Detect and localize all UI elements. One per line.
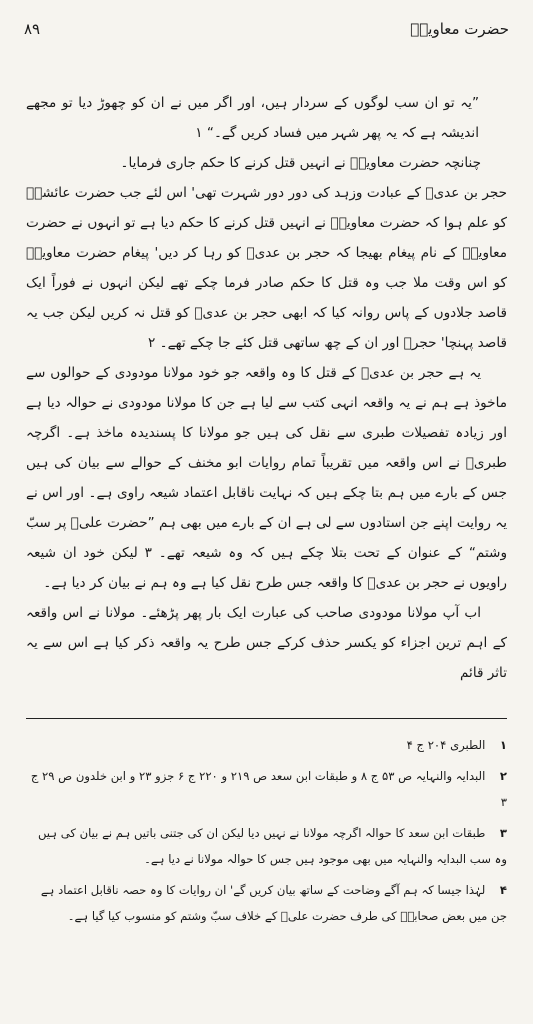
footnote xyxy=(26,877,507,929)
footnote xyxy=(26,820,507,872)
page-number: ۸۹ xyxy=(24,20,41,38)
footnote-text: البدایہ والنہایہ ص ۵۳ ج ۸ و طبقات ابن سعد ص ۲۱۹ و ۲۲۰ ج ۶ جزو ۲۳ و ابن خلدون ص ۲۹ ج ۳ xyxy=(30,769,507,809)
footnote-divider xyxy=(26,718,507,719)
footnote-mark: ۴ xyxy=(499,883,507,897)
footnote-text: لہٰذا جیسا کہ ہم آگے وضاحت کے ساتھ بیان کریں گے' ان روایات کا وہ حصہ ناقابل اعتماد ہے جن میں بعض صحابہؓ کی طرف حضرت علیؓ کے خلاف سبّ وشتم کو منسوب کیا گیا ہے۔ xyxy=(40,883,507,923)
footnote xyxy=(26,763,507,815)
footnote-text: طبقات ابن سعد کا حوالہ اگرچہ مولانا نے نہیں دیا لیکن ان کی جتنی باتیں ہم نے بیان کی ہیں وہ سب البدایہ والنہایہ میں بھی موجود ہیں جس کا حوالہ مولانا نے دیا ہے۔ xyxy=(37,826,507,866)
main-text xyxy=(26,88,507,688)
page-header xyxy=(24,14,509,44)
footnotes xyxy=(26,732,507,934)
footnote-text: الطبری ۲۰۴ ج ۴ xyxy=(406,738,486,752)
body-paragraph: اب آپ مولانا مودودی صاحب کی عبارت ایک بار پھر پڑھئے۔ مولانا نے اس واقعہ کے اہم ترین اجزاء کو یکسر حذف کرکے جس طرح یہ واقعہ ذکر کیا ہے اس سے یہ تاثر قائم xyxy=(26,605,507,681)
body-paragraph: حجر بن عدیؓ کے عبادت وزہد کی دور دور شہرت تھی' اس لئے جب حضرت عائشہؓ کو علم ہوا کہ حضرت معاویہؓ نے انہیں قتل کرنے کا حکم دیا ہے تو انہوں نے حضرت معاویہؓ کے نام پیغام بھیجا کہ حجر بن عدیؓ کو رہا کر دیں' پیغام حضرت معاویہؓ کو اس وقت ملا جب وہ قتل کا حکم صادر فرما چکے تھے لیکن انہوں نے فوراً ایک قاصد جلادوں کے پاس روانہ کیا کہ ابھی حجر بن عدیؓ کو قتل نہ کریں لیکن جب یہ قاصد پہنچا' حجرؓ اور ان کے چھ ساتھی قتل کئے جا چکے تھے۔ ۲ xyxy=(26,185,507,351)
body-paragraph: یہ ہے حجر بن عدیؓ کے قتل کا وہ واقعہ جو خود مولانا مودودی کے حوالوں سے ماخوذ ہے ہم نے یہ واقعہ انہی کتب سے لیا ہے جن کا مولانا مودودی نے حوالہ دیا ہے اور زیادہ تفصیلات طبری سے نقل کی ہیں جو مولانا کا پسندیدہ ماخذ ہے۔ اگرچہ طبریؒ نے اس واقعہ میں تقریباً تمام روایات ابو مخنف کے حوالے سے بیان کی ہیں جس کے بارے میں ہم بتا چکے ہیں کہ نہایت ناقابل اعتماد شیعہ راوی ہے۔ اور اس نے یہ روایت اپنے جن استادوں سے لی ہے ان کے بارے میں بھی ہم ”حضرت علیؓ پر سبّ وشتم“ کے عنوان کے تحت بتلا چکے ہیں کہ وہ شیعہ تھے۔ ۳ لیکن خود ان شیعہ راویوں نے حجر بن عدیؓ کا واقعہ جس طرح نقل کیا ہے وہ ہم نے بیان کر دیا ہے۔ xyxy=(26,365,508,591)
footnote xyxy=(26,732,507,758)
running-title: حضرت معاویہؓ xyxy=(410,20,509,38)
footnote-mark: ۱ xyxy=(499,738,507,752)
footnote-mark: ۳ xyxy=(499,826,507,840)
quote-paragraph: ”یہ تو ان سب لوگوں کے سردار ہیں، اور اگر میں نے ان کو چھوڑ دیا تو مجھے اندیشہ ہے کہ یہ پھر شہر میں فساد کریں گے۔“ ۱ xyxy=(26,95,479,141)
footnote-mark: ۲ xyxy=(499,769,507,783)
body-paragraph: چنانچہ حضرت معاویہؓ نے انہیں قتل کرنے کا حکم جاری فرمایا۔ xyxy=(120,155,481,171)
